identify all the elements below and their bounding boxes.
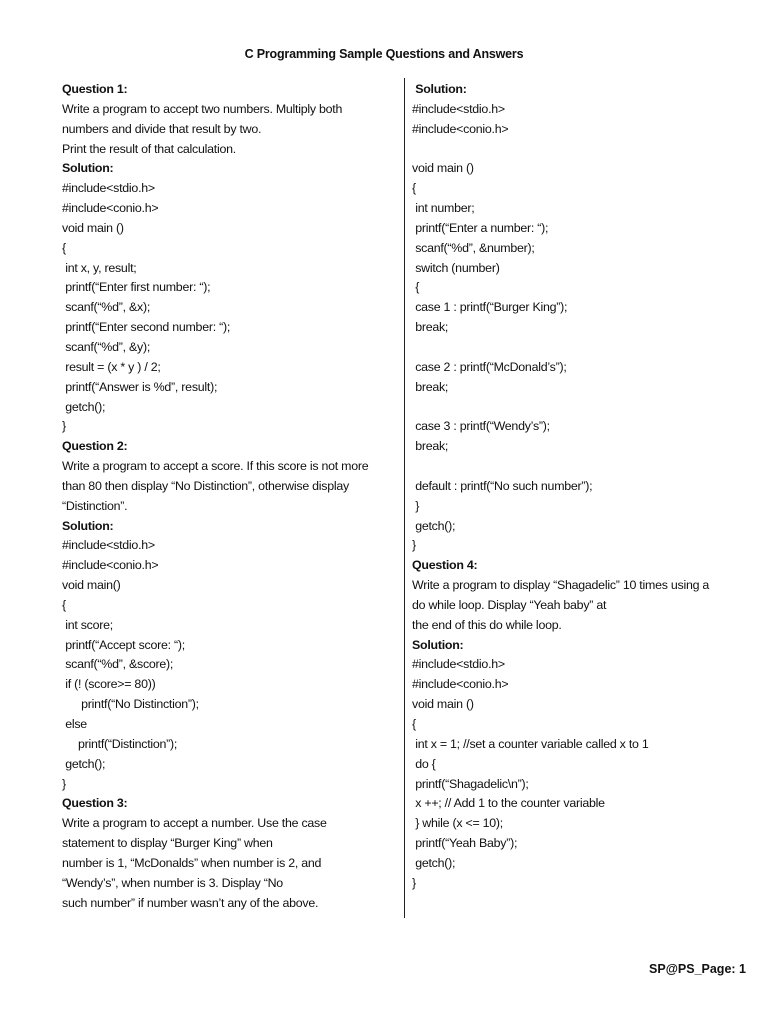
left-text-line: void main() [62,578,121,593]
left-text-line: printf(“Answer is %d”, result); [62,379,218,394]
left-text-line: } [62,419,66,434]
left-text-line: Solution: [62,518,114,533]
left-text-line: else [62,717,87,731]
right-text-line: Solution: [412,82,467,96]
right-text-line: break; [412,320,449,335]
right-text-line: do while loop. Display “Yeah baby” at [412,597,607,612]
left-text-line: #include<stdio.h> [62,181,155,196]
left-text-line: getch(); [62,399,106,414]
right-text-line: switch (number) [412,260,500,275]
right-text-line: #include<conio.h> [412,121,509,136]
right-text-line [412,140,742,160]
right-text-line [412,398,742,418]
left-text-line: void main () [62,220,124,235]
left-text-line: Print the result of that calculation. [62,141,236,156]
left-text-line: “Wendy’s”, when number is 3. Display “No [62,875,283,890]
left-text-line: Write a program to accept a score. If this score is not more [62,459,369,474]
left-text-line: scanf(“%d”, &y); [62,339,151,354]
left-text-line: printf(“Enter second number: “); [62,320,231,335]
right-text-line: printf(“Shagadelic\n”); [412,776,529,791]
left-text-line: Question 1: [62,82,128,96]
right-text-line: getch(); [412,855,456,870]
right-text-line: } while (x <= 10); [412,816,503,831]
right-text-line: { [412,181,416,196]
left-text-line: printf(“No Distinction”); [62,697,199,712]
right-text-line [412,338,742,358]
page-title: C Programming Sample Questions and Answers [244,47,524,61]
column-divider [404,78,405,918]
right-text-line: printf(“Yeah Baby”); [412,836,518,851]
right-text-line: break; [412,379,449,394]
right-text-line: #include<stdio.h> [412,657,505,672]
right-text-line: { [412,280,420,295]
right-text-line: int x = 1; //set a counter variable called x to 1 [412,736,649,751]
right-text-line: #include<stdio.h> [412,101,505,116]
left-text-line: int x, y, result; [62,260,137,275]
page-footer: SP@PS_Page: 1 [649,962,746,976]
right-text-line [412,457,742,477]
right-text-line: break; [412,439,449,454]
left-text-line: int score; [62,617,113,632]
right-text-line: void main () [412,161,474,176]
right-text-line: printf(“Enter a number: “); [412,220,549,235]
right-text-line: } [412,538,416,553]
left-text-line: result = (x * y ) / 2; [62,359,161,374]
left-text-line: Solution: [62,161,114,176]
left-text-line: getch(); [62,756,106,771]
left-text-line: such number” if number wasn’t any of the above. [62,895,319,910]
right-text-line: x ++; // Add 1 to the counter variable [412,796,605,811]
left-text-line: #include<conio.h> [62,558,159,573]
left-text-line: printf(“Accept score: “); [62,637,185,652]
right-text-line: case 3 : printf(“Wendy’s”); [412,419,550,434]
left-text-line: printf(“Distinction”); [62,736,178,751]
right-text-line: default : printf(“No such number”); [412,478,593,493]
left-text-line: scanf(“%d”, &score); [62,657,174,672]
left-column [62,80,397,913]
right-text-line: scanf(“%d”, &number); [412,240,535,255]
right-text-line: the end of this do while loop. [412,617,562,632]
right-text-line: int number; [412,201,475,216]
right-text-line: #include<conio.h> [412,677,509,692]
left-text-line: Question 2: [62,439,128,454]
left-text-line: { [62,240,66,255]
left-text-line: { [62,597,66,612]
right-text-line: { [412,717,416,731]
left-text-line: #include<stdio.h> [62,538,155,553]
left-text-line: numbers and divide that result by two. [62,121,262,136]
left-text-line: number is 1, “McDonalds” when number is 2, and [62,855,322,870]
right-text-line: case 2 : printf(“McDonald’s”); [412,359,567,374]
left-text-line: if (! (score>= 80)) [62,677,156,692]
right-text-line: } [412,875,416,890]
right-text-line: } [412,498,420,513]
left-text-line: “Distinction”. [62,498,128,513]
left-text-line: #include<conio.h> [62,201,159,216]
left-text-line: than 80 then display “No Distinction”, otherwise display [62,478,349,493]
right-column [412,80,742,894]
right-text-line: do { [412,756,436,771]
right-text-line: void main () [412,697,474,712]
right-text-line: case 1 : printf(“Burger King”); [412,300,568,315]
left-text-line: Write a program to accept two numbers. Multiply both [62,101,343,116]
right-text-line: Question 4: [412,558,478,573]
left-text-line: statement to display “Burger King” when [62,836,273,851]
right-text-line: Write a program to display “Shagadelic” 10 times using a [412,578,710,593]
left-text-line: Question 3: [62,796,128,811]
right-text-line: getch(); [412,518,456,533]
left-text-line: printf(“Enter first number: “); [62,280,211,295]
right-text-line: Solution: [412,637,464,652]
left-text-line: scanf(“%d”, &x); [62,300,151,315]
left-text-line: Write a program to accept a number. Use the case [62,816,327,831]
left-text-line: } [62,776,66,791]
